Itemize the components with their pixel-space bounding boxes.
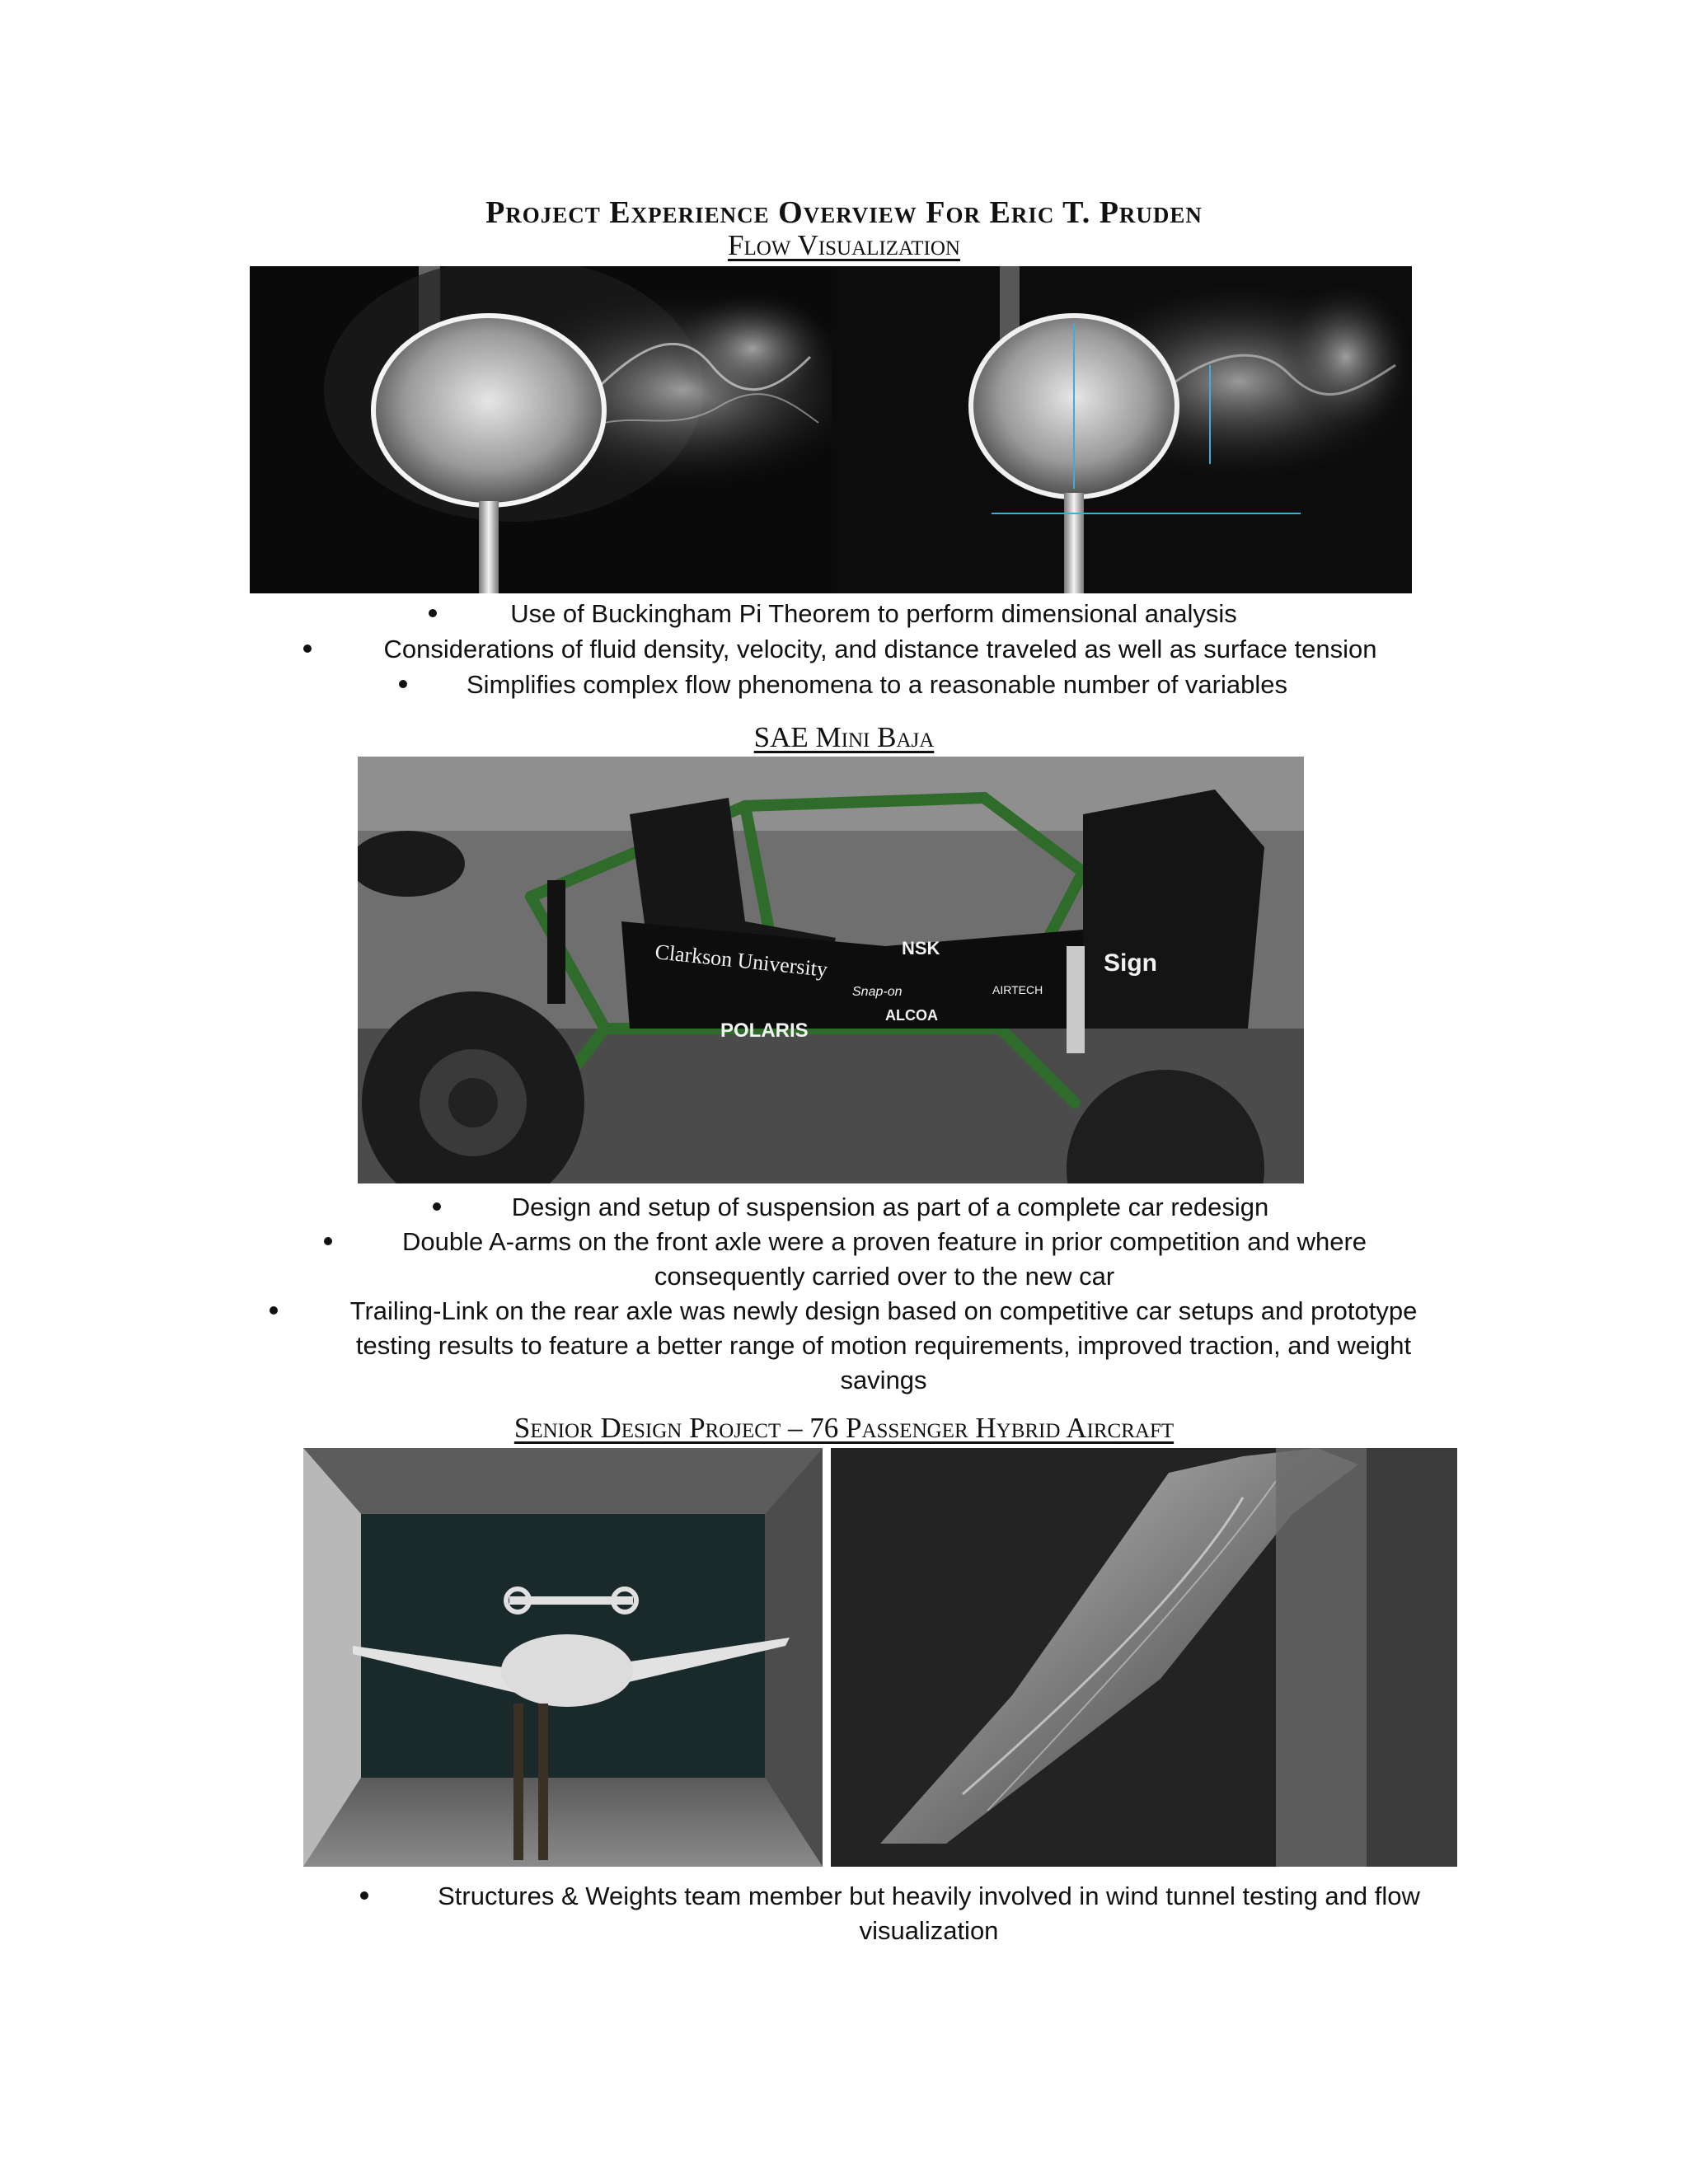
- page-title: Project Experience Overview For Eric T. Pruden: [485, 195, 1203, 230]
- flow-visualization-image: [250, 266, 1412, 593]
- senior-design-photos: [303, 1448, 1457, 1867]
- baja-bullet-2: Double A-arms on the front axle were a proven feature in prior competition and where consequently carried over to the new car: [324, 1225, 1404, 1294]
- mini-baja-car-image: [358, 757, 1304, 1183]
- baja-logo-sign: Sign: [1104, 949, 1157, 977]
- baja-logo-snapon: Snap-on: [852, 985, 903, 999]
- flow-visualization-photo: [250, 266, 1412, 593]
- bullet-icon: [270, 1306, 278, 1315]
- baja-bullet-3: Trailing-Link on the rear axle was newly design based on competitive car setups and prototype testing results to feature a better range of motion requirements, improved traction, and weight savings: [270, 1294, 1456, 1398]
- flow-bullet-3: Simplifies complex flow phenomena to a reasonable number of variables: [399, 668, 1314, 702]
- wind-tunnel-model-photo: [303, 1448, 823, 1867]
- baja-logo-nsk: NSK: [902, 938, 940, 958]
- flow-visualization-photo-right: [832, 266, 1412, 593]
- flow-bullet-2: Considerations of fluid density, velocity, and distance traveled as well as surface tension: [303, 632, 1416, 667]
- baja-bullet-1: Design and setup of suspension as part of a complete car redesign: [433, 1190, 1306, 1225]
- senior-design-bullet-1: Structures & Weights team member but heavily involved in wind tunnel testing and flow visualization: [360, 1879, 1456, 1948]
- bullet-icon: [429, 609, 437, 617]
- mini-baja-car-photo: [358, 757, 1304, 1183]
- baja-logo-airtech: AIRTECH: [992, 983, 1043, 996]
- flow-bullet-1: Use of Buckingham Pi Theorem to perform dimensional analysis: [429, 597, 1278, 631]
- bullet-icon: [360, 1891, 368, 1900]
- section-heading-senior-design-project: Senior Design Project – 76 Passenger Hybrid Aircraft: [513, 1412, 1175, 1444]
- senior-design-image: [303, 1448, 1457, 1867]
- bullet-icon: [324, 1237, 332, 1245]
- section-heading-sae-mini-baja: SAE Mini Baja: [753, 721, 935, 753]
- bullet-icon: [399, 680, 407, 688]
- section-heading-flow-visualization: Flow Visualization: [728, 229, 960, 261]
- wing-flow-visualization-photo: [831, 1448, 1457, 1867]
- bullet-icon: [433, 1202, 441, 1211]
- baja-banner-text: Clarkson University: [654, 940, 829, 982]
- baja-logo-alcoa: ALCOA: [885, 1007, 938, 1024]
- flow-visualization-photo-left: [250, 266, 872, 593]
- bullet-icon: [303, 644, 312, 653]
- baja-logo-polaris: POLARIS: [720, 1019, 809, 1042]
